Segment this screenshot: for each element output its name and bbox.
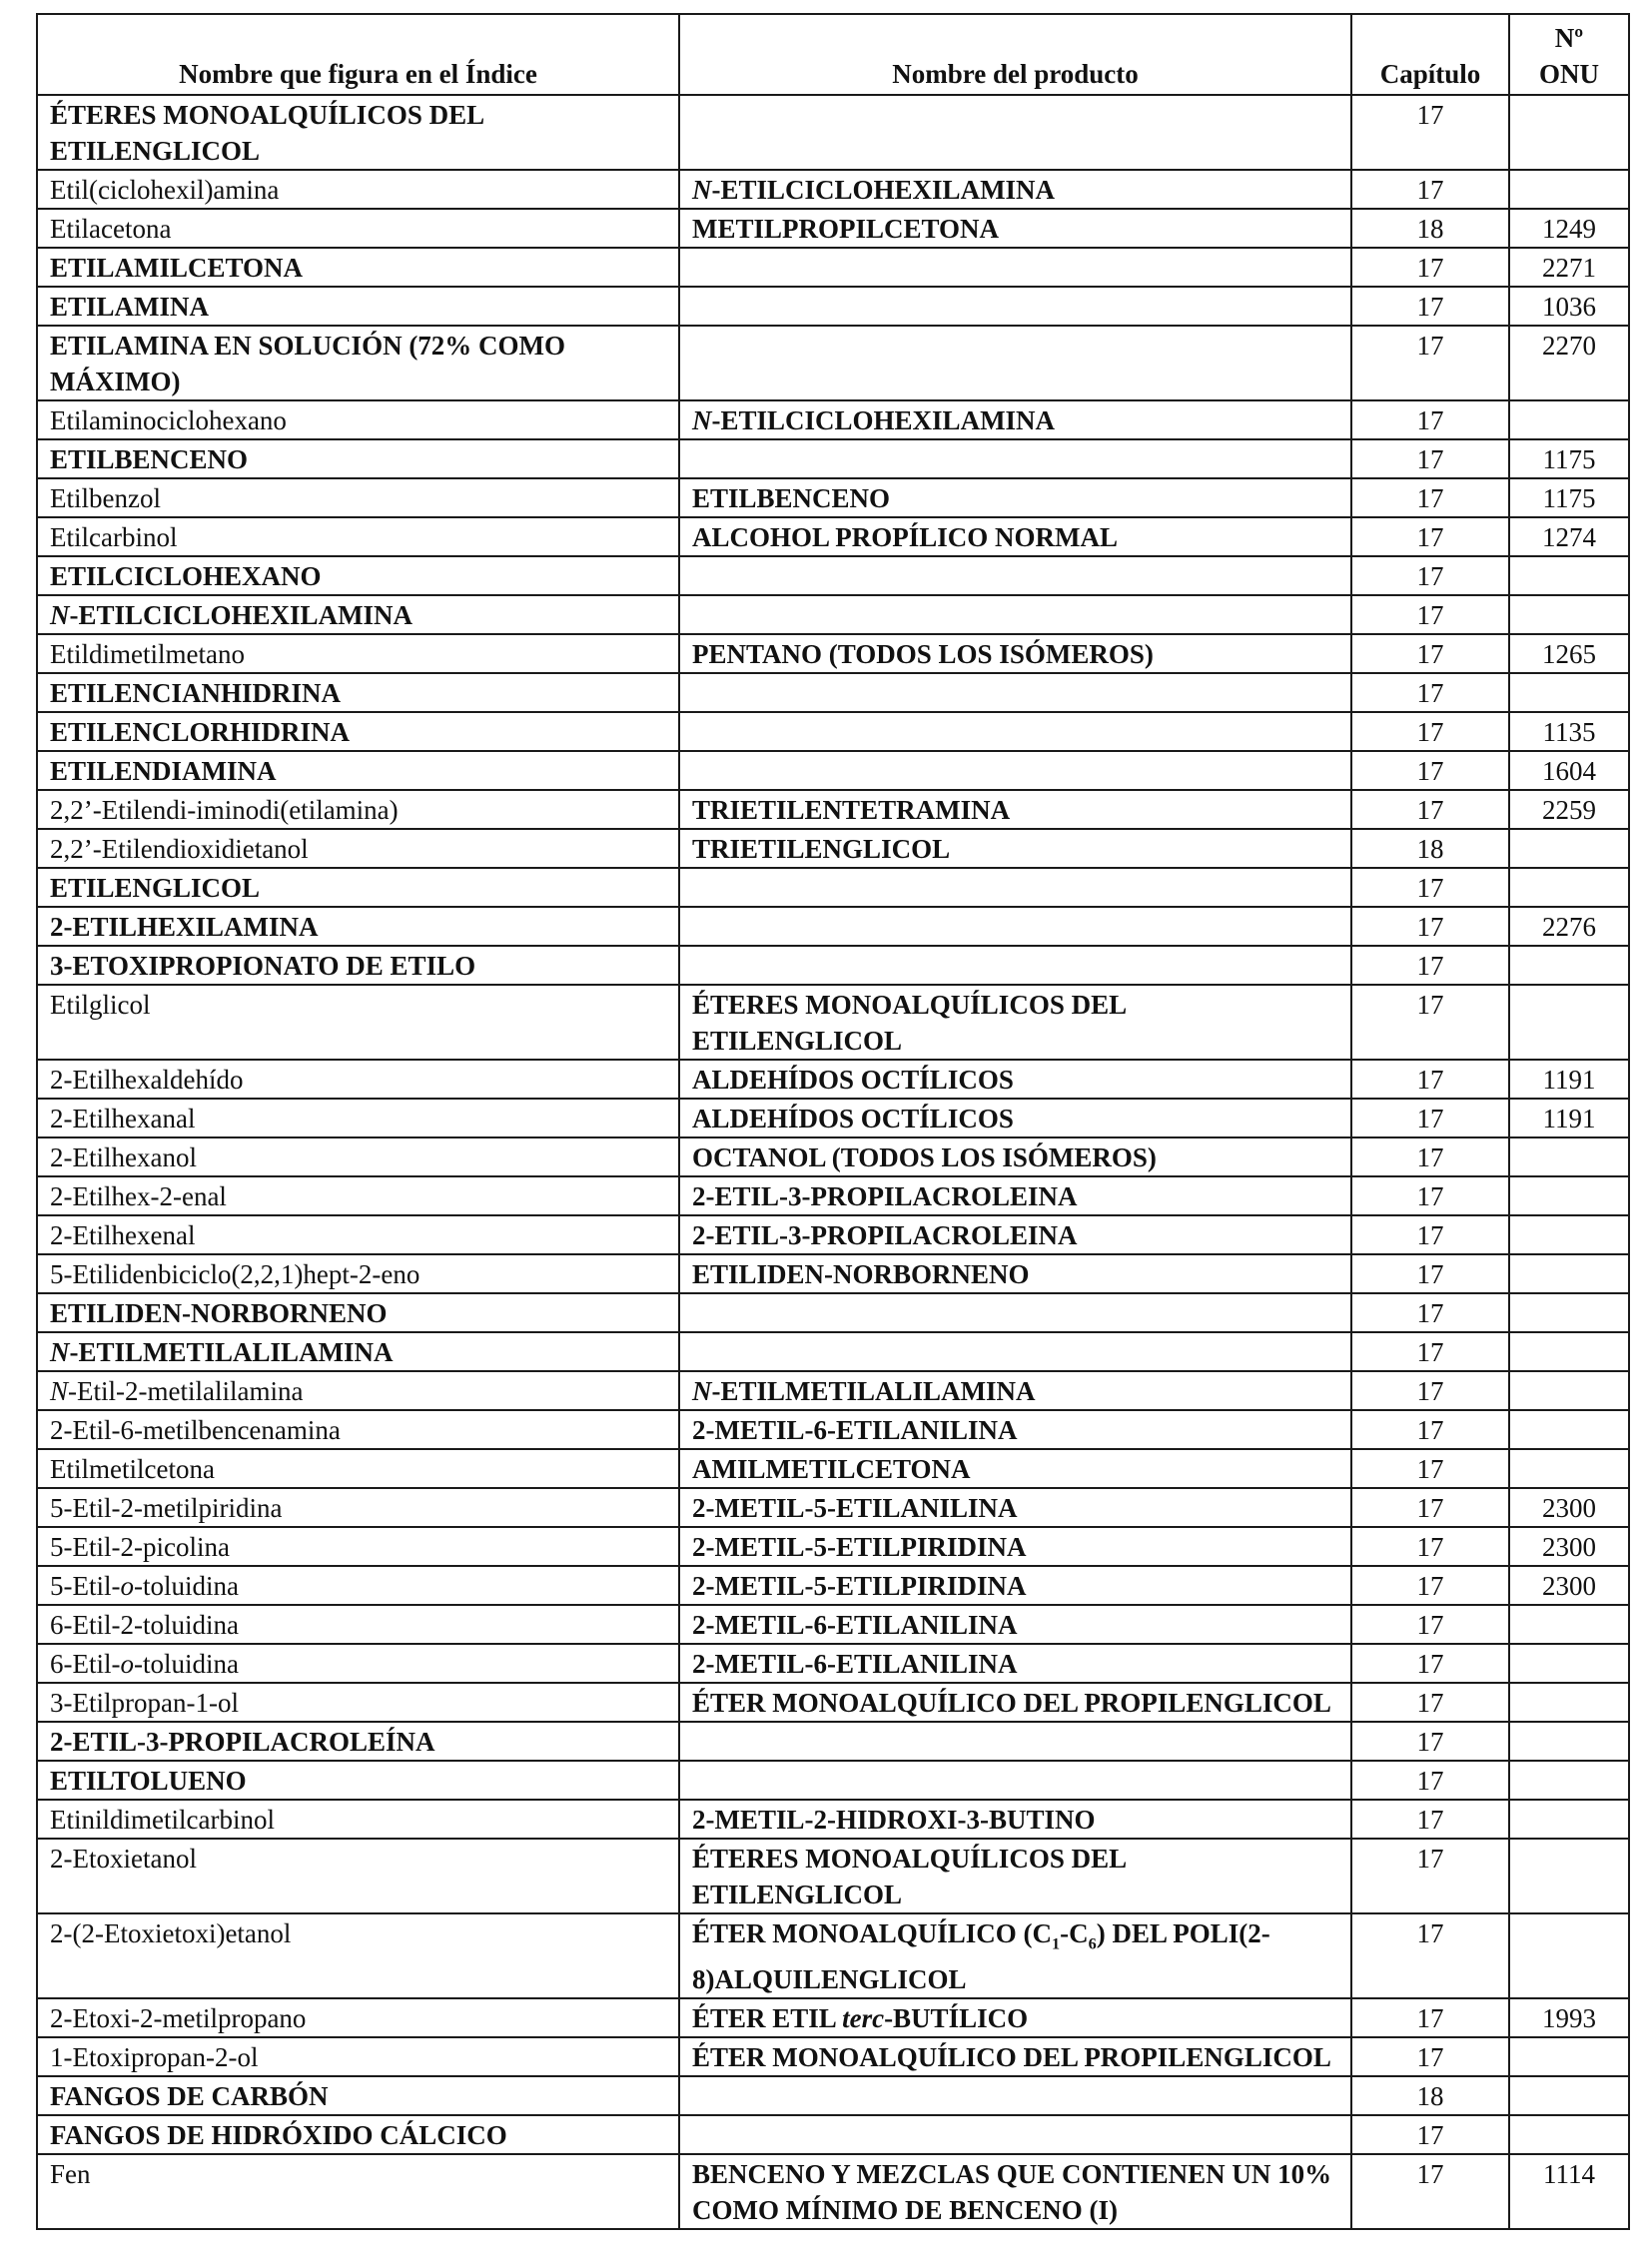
product-name-cell	[679, 595, 1351, 634]
product-name-cell: PENTANO (TODOS LOS ISÓMEROS)	[679, 634, 1351, 673]
index-name-cell: 2-(2-Etoxietoxi)etanol	[37, 1913, 679, 1998]
un-number-cell	[1509, 1913, 1629, 1998]
product-name-cell	[679, 751, 1351, 790]
product-name-cell	[679, 248, 1351, 287]
un-number-cell	[1509, 1800, 1629, 1839]
index-name-cell: Fen	[37, 2154, 679, 2229]
chapter-cell: 17	[1351, 248, 1509, 287]
chapter-cell: 17	[1351, 478, 1509, 517]
index-name-cell: Etilglicol	[37, 985, 679, 1060]
un-number-cell	[1509, 1332, 1629, 1371]
un-number-cell	[1509, 1137, 1629, 1176]
index-name-cell: ETILAMINA EN SOLUCIÓN (72% COMO MÁXIMO)	[37, 326, 679, 400]
index-name-cell: Etilcarbinol	[37, 517, 679, 556]
un-number-cell	[1509, 170, 1629, 209]
un-number-cell	[1509, 985, 1629, 1060]
index-name-cell: ETILTOLUENO	[37, 1761, 679, 1800]
table-row	[37, 1060, 1629, 1099]
index-name-cell: ETILCICLOHEXANO	[37, 556, 679, 595]
table-row	[37, 907, 1629, 946]
chapter-cell: 17	[1351, 946, 1509, 985]
chapter-cell: 17	[1351, 1410, 1509, 1449]
index-name-cell: 3-Etilpropan-1-ol	[37, 1683, 679, 1722]
product-name-cell: ÉTERES MONOALQUÍLICOS DEL ETILENGLICOL	[679, 985, 1351, 1060]
index-name-cell: ETILIDEN-NORBORNENO	[37, 1293, 679, 1332]
product-name-cell	[679, 556, 1351, 595]
table-row	[37, 595, 1629, 634]
un-number-cell: 2259	[1509, 790, 1629, 829]
un-number-cell: 1114	[1509, 2154, 1629, 2229]
table-row	[37, 712, 1629, 751]
un-number-cell	[1509, 1722, 1629, 1761]
product-name-cell: 2-ETIL-3-PROPILACROLEINA	[679, 1215, 1351, 1254]
table-row	[37, 1605, 1629, 1644]
index-name-cell: N-ETILMETILALILAMINA	[37, 1332, 679, 1371]
chapter-cell: 17	[1351, 400, 1509, 439]
product-name-cell: ÉTER MONOALQUÍLICO DEL PROPILENGLICOL	[679, 2037, 1351, 2076]
table-row	[37, 673, 1629, 712]
table-row	[37, 1176, 1629, 1215]
table-row	[37, 1644, 1629, 1683]
chapter-cell: 17	[1351, 907, 1509, 946]
header-row	[37, 14, 1629, 95]
table-row	[37, 1722, 1629, 1761]
un-number-cell	[1509, 1683, 1629, 1722]
product-name-cell	[679, 1761, 1351, 1800]
chapter-cell: 17	[1351, 1644, 1509, 1683]
table-row	[37, 1410, 1629, 1449]
un-number-cell	[1509, 1839, 1629, 1913]
chapter-cell: 17	[1351, 170, 1509, 209]
chapter-cell: 17	[1351, 1215, 1509, 1254]
un-number-cell	[1509, 2037, 1629, 2076]
chapter-cell: 17	[1351, 95, 1509, 170]
un-number-cell: 2271	[1509, 248, 1629, 287]
product-name-cell: ALDEHÍDOS OCTÍLICOS	[679, 1060, 1351, 1099]
table-row	[37, 248, 1629, 287]
un-number-cell	[1509, 673, 1629, 712]
table-row	[37, 95, 1629, 170]
index-name-cell: 5-Etil-o-toluidina	[37, 1566, 679, 1605]
product-name-cell	[679, 1332, 1351, 1371]
index-name-cell: Etinildimetilcarbinol	[37, 1800, 679, 1839]
table-row	[37, 1488, 1629, 1527]
product-name-cell: 2-METIL-2-HIDROXI-3-BUTINO	[679, 1800, 1351, 1839]
product-name-cell: ETILIDEN-NORBORNENO	[679, 1254, 1351, 1293]
chapter-cell: 17	[1351, 751, 1509, 790]
index-name-cell: 2-Etilhex-2-enal	[37, 1176, 679, 1215]
index-name-cell: ETILBENCENO	[37, 439, 679, 478]
table-row	[37, 1293, 1629, 1332]
product-name-cell: ETILBENCENO	[679, 478, 1351, 517]
chapter-cell: 17	[1351, 595, 1509, 634]
product-name-cell: ÉTER MONOALQUÍLICO $(C_1-C_6)$ DEL POLI(2-8)ALQUILENGLICOL	[679, 1913, 1351, 1998]
un-number-cell: 2300	[1509, 1527, 1629, 1566]
product-name-cell: METILPROPILCETONA	[679, 209, 1351, 248]
un-number-cell: 2276	[1509, 907, 1629, 946]
product-name-cell	[679, 1293, 1351, 1332]
un-number-cell	[1509, 1605, 1629, 1644]
index-name-cell: ETILENCIANHIDRINA	[37, 673, 679, 712]
chapter-cell: 17	[1351, 673, 1509, 712]
index-name-cell: 6-Etil-2-toluidina	[37, 1605, 679, 1644]
un-number-cell	[1509, 95, 1629, 170]
chapter-cell: 17	[1351, 1839, 1509, 1913]
table-row	[37, 1566, 1629, 1605]
un-number-cell: 1604	[1509, 751, 1629, 790]
index-name-cell: Etildimetilmetano	[37, 634, 679, 673]
chapter-cell: 17	[1351, 1683, 1509, 1722]
chapter-cell: 17	[1351, 1137, 1509, 1176]
index-name-cell: 2-Etoxi-2-metilpropano	[37, 1998, 679, 2037]
table-row	[37, 1099, 1629, 1137]
un-number-cell	[1509, 595, 1629, 634]
table-row	[37, 1137, 1629, 1176]
product-name-cell: N-ETILCICLOHEXILAMINA	[679, 400, 1351, 439]
table-row	[37, 751, 1629, 790]
table-row	[37, 868, 1629, 907]
table-row	[37, 556, 1629, 595]
table-row	[37, 2154, 1629, 2229]
table-row	[37, 634, 1629, 673]
chapter-cell: 17	[1351, 1527, 1509, 1566]
product-name-cell: ÉTERES MONOALQUÍLICOS DEL ETILENGLICOL	[679, 1839, 1351, 1913]
table-row	[37, 517, 1629, 556]
chapter-cell: 17	[1351, 1176, 1509, 1215]
index-name-cell: ÉTERES MONOALQUÍLICOS DEL ETILENGLICOL	[37, 95, 679, 170]
un-number-cell	[1509, 868, 1629, 907]
product-name-cell: TRIETILENGLICOL	[679, 829, 1351, 868]
chapter-cell: 17	[1351, 1371, 1509, 1410]
chapter-cell: 18	[1351, 2076, 1509, 2115]
product-name-cell: 2-METIL-5-ETILPIRIDINA	[679, 1527, 1351, 1566]
index-name-cell: 2-Etilhexanal	[37, 1099, 679, 1137]
un-number-cell: 1036	[1509, 287, 1629, 326]
index-name-cell: N-ETILCICLOHEXILAMINA	[37, 595, 679, 634]
un-number-cell: 1175	[1509, 478, 1629, 517]
chapter-cell: 17	[1351, 985, 1509, 1060]
index-name-cell: Etilacetona	[37, 209, 679, 248]
index-name-cell: 5-Etilidenbiciclo(2,2,1)hept-2-eno	[37, 1254, 679, 1293]
un-number-cell: 1191	[1509, 1099, 1629, 1137]
un-number-cell: 1249	[1509, 209, 1629, 248]
un-number-cell	[1509, 2115, 1629, 2154]
index-name-cell: 2-Etil-6-metilbencenamina	[37, 1410, 679, 1449]
table-row	[37, 1761, 1629, 1800]
un-number-cell	[1509, 2076, 1629, 2115]
un-number-cell: 2300	[1509, 1488, 1629, 1527]
un-number-cell: 2270	[1509, 326, 1629, 400]
table-row	[37, 1332, 1629, 1371]
product-name-cell: N-ETILMETILALILAMINA	[679, 1371, 1351, 1410]
product-name-cell	[679, 673, 1351, 712]
product-name-cell: 2-ETIL-3-PROPILACROLEINA	[679, 1176, 1351, 1215]
table-row	[37, 2115, 1629, 2154]
un-number-cell: 1993	[1509, 1998, 1629, 2037]
product-name-cell	[679, 2115, 1351, 2154]
chapter-cell: 17	[1351, 868, 1509, 907]
table-row	[37, 1527, 1629, 1566]
table-row	[37, 1215, 1629, 1254]
index-name-cell: Etil(ciclohexil)amina	[37, 170, 679, 209]
un-number-cell	[1509, 1644, 1629, 1683]
index-name-cell: 6-Etil-o-toluidina	[37, 1644, 679, 1683]
un-number-cell	[1509, 829, 1629, 868]
product-name-cell	[679, 326, 1351, 400]
index-name-cell: ETILENGLICOL	[37, 868, 679, 907]
un-number-cell	[1509, 1761, 1629, 1800]
table-row	[37, 478, 1629, 517]
table-row	[37, 1839, 1629, 1913]
chapter-cell: 17	[1351, 1099, 1509, 1137]
table-row	[37, 209, 1629, 248]
index-name-cell: Etilbenzol	[37, 478, 679, 517]
table-row	[37, 1683, 1629, 1722]
index-name-cell: N-Etil-2-metilalilamina	[37, 1371, 679, 1410]
index-name-cell: ETILAMILCETONA	[37, 248, 679, 287]
product-name-cell	[679, 439, 1351, 478]
index-name-cell: FANGOS DE CARBÓN	[37, 2076, 679, 2115]
chapter-cell: 17	[1351, 2115, 1509, 2154]
table-row	[37, 287, 1629, 326]
chapter-cell: 17	[1351, 1566, 1509, 1605]
index-name-cell: 1-Etoxipropan-2-ol	[37, 2037, 679, 2076]
chapter-cell: 17	[1351, 712, 1509, 751]
product-name-cell: 2-METIL-5-ETILPIRIDINA	[679, 1566, 1351, 1605]
chapter-cell: 17	[1351, 634, 1509, 673]
chapter-cell: 18	[1351, 209, 1509, 248]
chapter-cell: 17	[1351, 1060, 1509, 1099]
product-name-cell	[679, 712, 1351, 751]
table-row	[37, 1913, 1629, 1998]
product-name-cell: ALDEHÍDOS OCTÍLICOS	[679, 1099, 1351, 1137]
product-name-cell	[679, 946, 1351, 985]
index-name-cell: 2,2’-Etilendioxidietanol	[37, 829, 679, 868]
chapter-cell: 17	[1351, 1998, 1509, 2037]
header-index-name: Nombre que figura en el Índice	[37, 14, 679, 95]
product-name-cell: 2-METIL-6-ETILANILINA	[679, 1644, 1351, 1683]
un-number-cell	[1509, 556, 1629, 595]
chapter-cell: 17	[1351, 556, 1509, 595]
un-number-cell: 1135	[1509, 712, 1629, 751]
index-name-cell: 2-Etilhexaldehído	[37, 1060, 679, 1099]
product-name-cell: OCTANOL (TODOS LOS ISÓMEROS)	[679, 1137, 1351, 1176]
index-name-cell: 2-Etilhexanol	[37, 1137, 679, 1176]
un-number-cell	[1509, 946, 1629, 985]
table-row	[37, 790, 1629, 829]
product-name-cell	[679, 907, 1351, 946]
document-page	[36, 13, 1630, 2230]
table-row	[37, 1449, 1629, 1488]
product-name-cell: 2-METIL-5-ETILANILINA	[679, 1488, 1351, 1527]
product-name-cell	[679, 1722, 1351, 1761]
index-name-cell: FANGOS DE HIDRÓXIDO CÁLCICO	[37, 2115, 679, 2154]
index-name-cell: ETILENDIAMINA	[37, 751, 679, 790]
index-name-cell: 5-Etil-2-metilpiridina	[37, 1488, 679, 1527]
chapter-cell: 17	[1351, 1488, 1509, 1527]
chapter-cell: 17	[1351, 1254, 1509, 1293]
chapter-cell: 17	[1351, 287, 1509, 326]
product-name-cell: 2-METIL-6-ETILANILINA	[679, 1410, 1351, 1449]
table-row	[37, 1371, 1629, 1410]
un-number-cell: 1175	[1509, 439, 1629, 478]
header-product-name: Nombre del producto	[679, 14, 1351, 95]
un-number-cell: 1274	[1509, 517, 1629, 556]
chapter-cell: 17	[1351, 1293, 1509, 1332]
chapter-cell: 18	[1351, 829, 1509, 868]
chapter-cell: 17	[1351, 790, 1509, 829]
un-number-cell: 1265	[1509, 634, 1629, 673]
table-header	[37, 14, 1629, 95]
index-name-cell: ETILENCLORHIDRINA	[37, 712, 679, 751]
index-name-cell: 2,2’-Etilendi-iminodi(etilamina)	[37, 790, 679, 829]
chapter-cell: 17	[1351, 439, 1509, 478]
index-name-cell: 2-Etoxietanol	[37, 1839, 679, 1913]
un-number-cell	[1509, 1254, 1629, 1293]
product-name-cell: ÉTER MONOALQUÍLICO DEL PROPILENGLICOL	[679, 1683, 1351, 1722]
chapter-cell: 17	[1351, 1332, 1509, 1371]
table-row	[37, 326, 1629, 400]
un-number-cell: 2300	[1509, 1566, 1629, 1605]
product-name-cell	[679, 868, 1351, 907]
product-name-cell	[679, 287, 1351, 326]
header-un-number: Nº ONU	[1509, 14, 1629, 95]
chapter-cell: 17	[1351, 517, 1509, 556]
product-name-cell	[679, 2076, 1351, 2115]
un-number-cell	[1509, 400, 1629, 439]
un-number-cell	[1509, 1371, 1629, 1410]
header-chapter: Capítulo	[1351, 14, 1509, 95]
chapter-cell: 17	[1351, 1449, 1509, 1488]
product-name-cell: N-ETILCICLOHEXILAMINA	[679, 170, 1351, 209]
chapter-cell: 17	[1351, 2037, 1509, 2076]
un-number-cell: 1191	[1509, 1060, 1629, 1099]
index-name-cell: 3-ETOXIPROPIONATO DE ETILO	[37, 946, 679, 985]
product-name-cell: ALCOHOL PROPÍLICO NORMAL	[679, 517, 1351, 556]
chapter-cell: 17	[1351, 326, 1509, 400]
chapter-cell: 17	[1351, 1800, 1509, 1839]
product-name-cell: BENCENO Y MEZCLAS QUE CONTIENEN UN 10% COMO MÍNIMO DE BENCENO (I)	[679, 2154, 1351, 2229]
product-name-cell: TRIETILENTETRAMINA	[679, 790, 1351, 829]
chapter-cell: 17	[1351, 1722, 1509, 1761]
substance-index-table	[36, 13, 1630, 2230]
index-name-cell: 2-ETILHEXILAMINA	[37, 907, 679, 946]
chapter-cell: 17	[1351, 1761, 1509, 1800]
un-number-cell	[1509, 1410, 1629, 1449]
chapter-cell: 17	[1351, 1605, 1509, 1644]
index-name-cell: 5-Etil-2-picolina	[37, 1527, 679, 1566]
table-row	[37, 400, 1629, 439]
chapter-cell: 17	[1351, 1913, 1509, 1998]
product-name-cell: 2-METIL-6-ETILANILINA	[679, 1605, 1351, 1644]
index-name-cell: 2-Etilhexenal	[37, 1215, 679, 1254]
table-row	[37, 1998, 1629, 2037]
table-row	[37, 2076, 1629, 2115]
un-number-cell	[1509, 1293, 1629, 1332]
table-row	[37, 2037, 1629, 2076]
table-row	[37, 1800, 1629, 1839]
un-number-cell	[1509, 1176, 1629, 1215]
un-number-cell	[1509, 1449, 1629, 1488]
product-name-cell	[679, 95, 1351, 170]
product-name-cell: AMILMETILCETONA	[679, 1449, 1351, 1488]
index-name-cell: 2-ETIL-3-PROPILACROLEÍNA	[37, 1722, 679, 1761]
table-row	[37, 829, 1629, 868]
un-number-cell	[1509, 1215, 1629, 1254]
table-body	[37, 95, 1629, 2229]
product-name-cell: ÉTER ETIL terc-BUTÍLICO	[679, 1998, 1351, 2037]
index-name-cell: Etilmetilcetona	[37, 1449, 679, 1488]
index-name-cell: Etilaminociclohexano	[37, 400, 679, 439]
table-row	[37, 1254, 1629, 1293]
index-name-cell: ETILAMINA	[37, 287, 679, 326]
table-row	[37, 946, 1629, 985]
chapter-cell: 17	[1351, 2154, 1509, 2229]
table-row	[37, 439, 1629, 478]
table-row	[37, 170, 1629, 209]
table-row	[37, 985, 1629, 1060]
